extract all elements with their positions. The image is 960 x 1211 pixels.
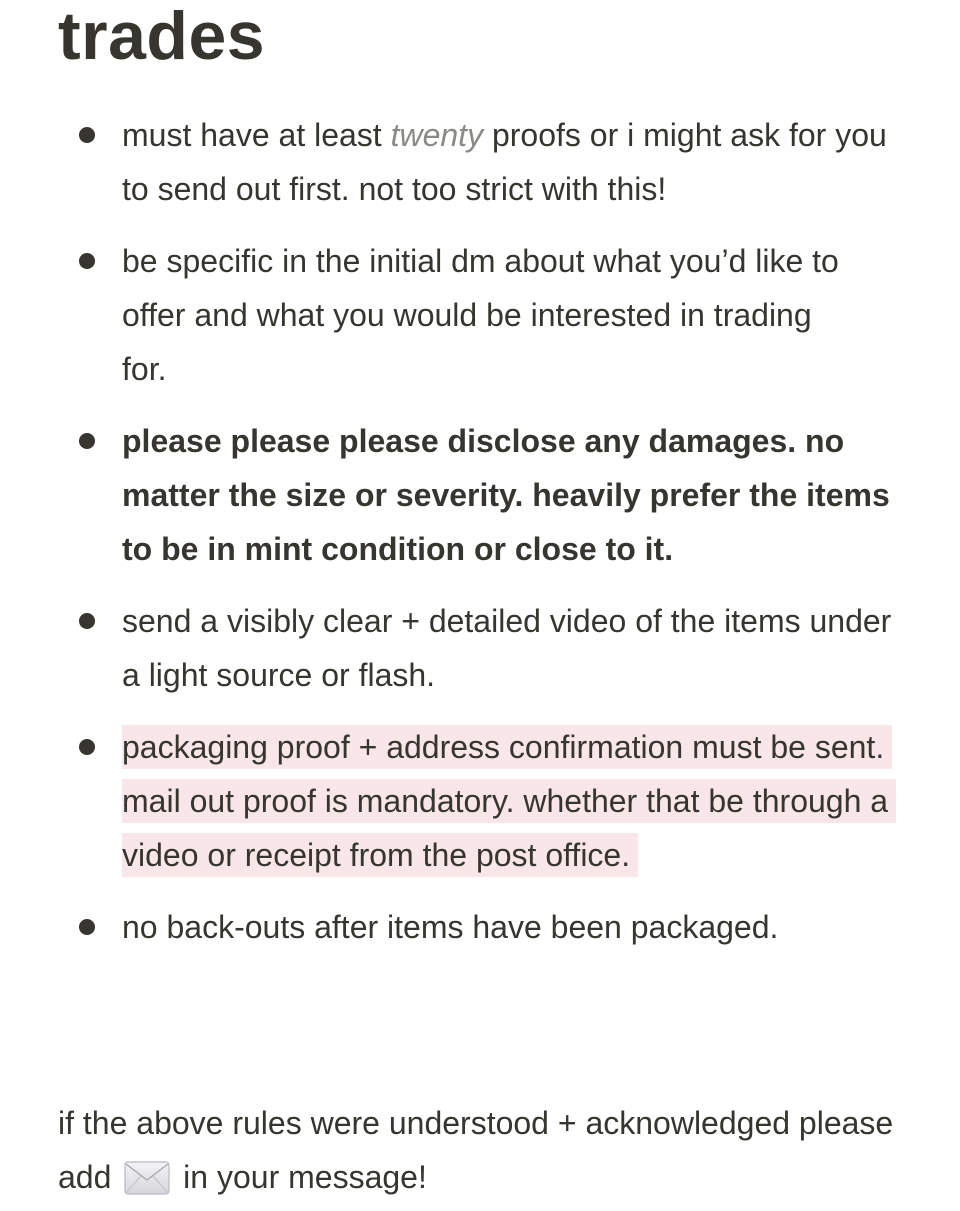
bullet-icon xyxy=(79,919,95,935)
list-item xyxy=(0,594,960,702)
list-item xyxy=(0,108,960,216)
list-item xyxy=(0,900,960,954)
bullet-icon xyxy=(79,433,95,449)
bullet-icon xyxy=(79,613,95,629)
bullet-icon xyxy=(79,127,95,143)
acknowledgement-note: if the above rules were understood + acknowledged please add in your message! xyxy=(58,1105,894,1195)
list-item xyxy=(0,234,960,396)
rule-text: please please please disclose any damages. no matter the size or severity. heavily prefer the items to be in mint condition or close to it. xyxy=(122,423,890,567)
rule-text: no back-outs after items have been packaged. xyxy=(122,909,779,945)
rule-text xyxy=(122,720,910,882)
rule-text: send a visibly clear + detailed video of the items under a light source or flash. xyxy=(122,603,892,693)
bullet-icon xyxy=(79,253,95,269)
emphasis-text: twenty xyxy=(390,117,484,153)
rule-text: must have at least twenty proofs or i might ask for you to send out first. not too strict with this! xyxy=(122,117,887,207)
highlighted-text: packaging proof + address confirmation must be sent. mail out proof is mandatory. whether that be through a video or receipt from the post office. xyxy=(122,725,896,877)
list-item xyxy=(0,414,960,576)
list-item xyxy=(0,720,960,882)
rule-text: be specific in the initial dm about what you’d like to offer and what you would be interested in trading for. xyxy=(122,243,839,387)
page-title: trades xyxy=(58,0,266,74)
bullet-icon xyxy=(79,739,95,755)
rules-list xyxy=(0,108,960,972)
envelope-icon xyxy=(124,1157,170,1191)
